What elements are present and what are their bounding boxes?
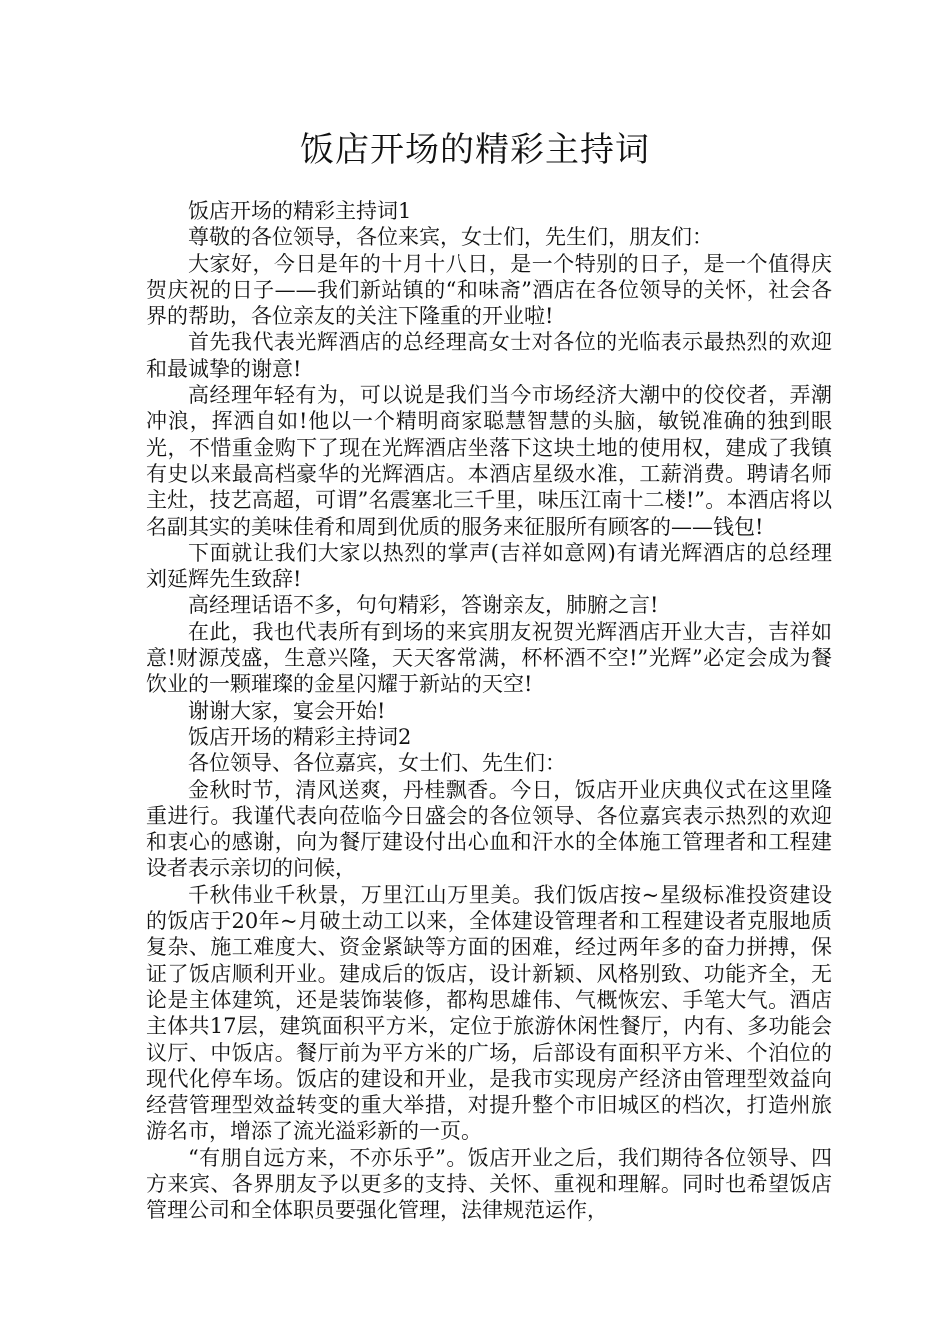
paragraph: 金秋时节，清风送爽，丹桂飘香。今日，饭店开业庆典仪式在这里隆重进行。我谨代表向莅临今日盛会的各位领导、各位嘉宾表示热烈的欢迎和衷心的感谢，向为餐厅建设付出心血和汗水的全体施工管理者和工程建设者表示亲切的问候， [146,777,832,881]
document-body [146,198,832,1224]
paragraph: 千秋伟业千秋景，万里江山万里美。我们饭店按~星级标准投资建设的饭店于20年~月破土动工以来，全体建设管理者和工程建设者克服地质复杂、施工难度大、资金紧缺等方面的困难，经过两年多的奋力拼搏，保证了饭店顺利开业。建成后的饭店，设计新颖、风格别致、功能齐全，无论是主体建筑，还是装饰装修，都构思雄伟、气概恢宏、手笔大气。酒店主体共17层，建筑面积平方米，定位于旅游休闲性餐厅，内有、多功能会议厅、中饭店。餐厅前为平方米的广场，后部设有面积平方米、个泊位的现代化停车场。饭店的建设和开业，是我市实现房产经济由管理型效益向经营管理型效益转变的重大举措，对提升整个市旧城区的档次，打造州旅游名市，增添了流光溢彩新的一页。 [146,882,832,1144]
paragraph-greeting-2: 各位领导、各位嘉宾，女士们、先生们： [188,751,566,776]
paragraph: 高经理话语不多，句句精彩，答谢亲友，肺腑之言! [188,593,659,618]
paragraph: 下面就让我们大家以热烈的掌声(吉祥如意网)有请光辉酒店的总经理刘延辉先生致辞! [146,540,832,592]
paragraph: 大家好，今日是年的十月十八日，是一个特别的日子，是一个值得庆贺庆祝的日子——我们新站镇的“和味斋”酒店在各位领导的关怀，社会各界的帮助，各位亲友的关注下隆重的开业啦! [146,251,832,329]
paragraph-greeting-1: 尊敬的各位领导，各位来宾，女士们，先生们，朋友们： [188,225,713,250]
paragraph: “有朋自远方来，不亦乐乎”。饭店开业之后，我们期待各位领导、四方来宾、各界朋友予以更多的支持、关怀、重视和理解。同时也希望饭店管理公司和全体职员要强化管理，法律规范运作， [146,1145,832,1223]
paragraph-heading-2: 饭店开场的精彩主持词2 [188,724,412,749]
paragraph: 在此，我也代表所有到场的来宾朋友祝贺光辉酒店开业大吉，吉祥如意!财源茂盛，生意兴隆，天天客常满，杯杯酒不空!”光辉”必定会成为餐饮业的一颗璀璨的金星闪耀于新站的天空! [146,619,832,697]
document-title: 饭店开场的精彩主持词 [300,130,650,170]
paragraph-heading-1: 饭店开场的精彩主持词1 [188,199,412,223]
paragraph: 高经理年轻有为，可以说是我们当今市场经济大潮中的佼佼者，弄潮冲浪，挥洒自如!他以一个精明商家聪慧智慧的头脑，敏锐准确的独到眼光，不惜重金购下了现在光辉酒店坐落下这块土地的使用权，建成了我镇有史以来最高档豪华的光辉酒店。本酒店星级水准，工薪消费。聘请名师主灶，技艺高超，可谓”名震塞北三千里，味压江南十二楼!”。本酒店将以名副其实的美味佳肴和周到优质的服务来征服所有顾客的——钱包! [146,383,832,539]
paragraph: 谢谢大家，宴会开始! [188,698,386,723]
paragraph: 首先我代表光辉酒店的总经理高女士对各位的光临表示最热烈的欢迎和最诚挚的谢意! [146,330,832,381]
